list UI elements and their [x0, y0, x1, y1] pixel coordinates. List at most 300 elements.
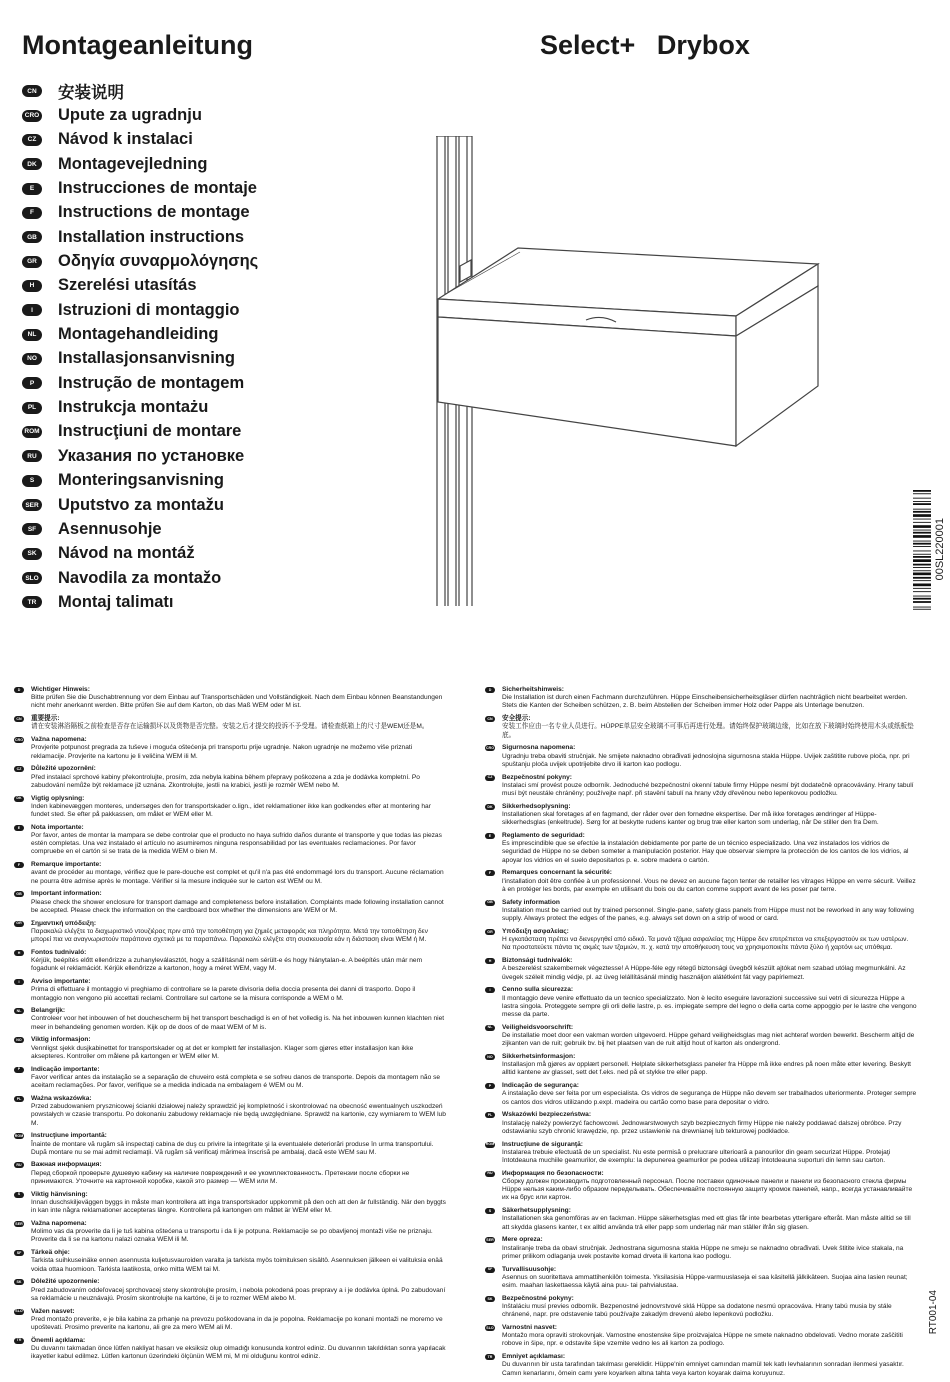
safety-note-heading: Sigurnosna napomena:	[502, 744, 576, 752]
country-code-badge: RU	[22, 450, 42, 462]
country-code-badge: F	[485, 870, 495, 876]
language-title: Montaj talimatı	[58, 592, 174, 611]
important-note-text	[31, 686, 446, 711]
language-row	[22, 322, 402, 346]
country-code-badge: RU	[14, 1162, 24, 1168]
important-note-block	[14, 1337, 446, 1362]
language-title: Montagehandleiding	[58, 325, 219, 344]
important-note-text	[31, 920, 446, 945]
country-code-badge: SF	[485, 1267, 495, 1273]
important-note-block	[14, 1220, 446, 1245]
safety-note-text	[502, 1324, 917, 1349]
safety-note-body: A instalação deve ser feita por um especialista. Os vidros de segurança de Hüppe não devem ser trabalhados ulteriormente. Proteger sempre os cantos dos vidros utilizando p.expl. madeira ou cartão como base para depositar o vidro.	[502, 1090, 917, 1106]
safety-note-block	[485, 1236, 917, 1261]
safety-note-body: Montažo mora opraviti strokovnjak. Varnostne enostenske šipe proizvajalca Hüppe ne smete naknadno obdelovati. Vedno morate zaščititi robove in šipe, npr. e odstavite šipe vzemite vedno les ali karton za podlogo.	[502, 1332, 903, 1348]
safety-note-text	[502, 899, 917, 924]
barcode-bar	[913, 596, 931, 597]
safety-note-text	[502, 1236, 917, 1261]
country-code-badge: H	[485, 958, 495, 964]
safety-note-heading: Информация по безопасности:	[502, 1169, 604, 1177]
country-code-badge: E	[485, 833, 495, 839]
country-code-badge: GB	[14, 891, 24, 897]
important-note-text	[31, 861, 446, 886]
safety-note-heading: Sikkerhedsoplysning:	[502, 802, 571, 810]
country-code-badge: SF	[14, 1250, 24, 1256]
important-note-text	[31, 1066, 446, 1091]
country-code-badge: SLO	[15, 1309, 23, 1314]
country-code-badge: CRO	[486, 746, 494, 751]
safety-note-block	[485, 1207, 917, 1232]
barcode-bar	[913, 541, 931, 542]
country-code-badge: NL	[14, 1008, 24, 1014]
barcode-bar	[913, 591, 931, 592]
language-title: 安装说明	[58, 84, 124, 103]
safety-note-body: Installation must be carried out by trained personnel. Single-pane, safety glass panels from Hüppe must not be reworked in any way following supply. Always protect the edges of the panes, e.g. always set down on a strip of wood or card.	[502, 906, 914, 923]
important-note-block	[14, 1066, 446, 1091]
important-note-heading: Important information:	[31, 890, 102, 898]
barcode-bar	[913, 498, 931, 499]
language-title-list	[22, 79, 402, 615]
important-note-block	[14, 1007, 446, 1032]
document-code: RT001-04	[928, 1290, 939, 1335]
country-code-badge: DK	[485, 804, 495, 810]
important-note-heading: Ważna wskazówka:	[31, 1094, 92, 1102]
important-note-text	[31, 824, 446, 857]
country-code-badge: PL	[22, 402, 42, 414]
barcode-bar	[913, 554, 931, 555]
important-note-text	[31, 949, 446, 974]
safety-note-heading: Remarques concernant la sécurité:	[502, 869, 612, 877]
safety-note-heading: Biztonsági tudnivalók:	[502, 957, 573, 965]
country-code-badge: CRO	[15, 737, 23, 742]
barcode-bar	[913, 551, 931, 552]
important-note-body: Please check the shower enclosure for transport damage and completeness before installation. Complaints made following installation cannot be accepted. Please check the information on the cardboard box whether the dimensions are WEM or M.	[31, 898, 444, 914]
country-code-badge: SK	[22, 548, 42, 560]
safety-note-heading: Wskazówki bezpieczeństwa:	[502, 1111, 592, 1119]
important-note-body: Παρακαλώ ελέγξτε το διαχωριστικό ντουζιέρας πριν από την τοποθέτηση για ζημιές μεταφοράς και πληρότητα. Μετά την τοποθέτηση δεν μπορεί πια να αναγνωριστούν παράπονα σχετικά με τα παραπάνω. Παρακαλώ ελέγξτε στη συσκευασία εάν η διάσταση είναι WEM ή M.	[31, 927, 428, 944]
barcode-bar	[913, 588, 931, 589]
country-code-badge: P	[22, 377, 42, 389]
barcode-bar	[913, 530, 931, 531]
safety-note-block	[485, 1266, 917, 1291]
important-note-block	[14, 736, 446, 761]
safety-note-text	[502, 803, 917, 828]
country-code-badge: TR	[22, 596, 42, 608]
safety-note-text	[502, 986, 917, 1019]
barcode-bar	[913, 546, 931, 547]
safety-note-text	[502, 774, 917, 799]
language-title: Uputstvo za montažu	[58, 495, 224, 514]
barcode-bar	[913, 501, 931, 502]
safety-note-body: Instalarea trebuie efectuată de un specialist. Nu este permisă o prelucrare ulterioară a panourilor din geam securizat Hüppe. Protejaţi întotdeauna muchiile geamurilor, de exemplu: la depunerea geamurilor pe podea utilizaţi întotdeauna suporturi din lemn sau carton.	[502, 1148, 891, 1164]
safety-note-block	[485, 957, 917, 982]
safety-note-body: Ugradnju treba obaviti stručnjak. Ne smijete naknadno obrađivati jednoslojna sigurnosna stakla Hüppe. Uvijek zaštitite rubove ploča, npr. pri spuštanju ploča uvijek upotrijebite drvo ili karton kao podlogu.	[502, 752, 910, 768]
country-code-badge: GR	[22, 256, 42, 268]
country-code-badge: D	[485, 687, 495, 693]
country-code-badge: SK	[14, 1279, 24, 1285]
safety-note-text	[502, 1207, 917, 1232]
important-note-heading: Viktig hänvisning:	[31, 1190, 88, 1198]
country-code-badge: D	[14, 687, 24, 693]
important-note-text	[31, 1337, 446, 1362]
safety-note-heading: Varnostni nasvet:	[502, 1323, 557, 1331]
barcode-bar	[913, 532, 931, 534]
country-code-badge: CN	[22, 85, 42, 97]
language-row	[22, 493, 402, 517]
safety-note-text	[502, 832, 917, 865]
safety-note-text	[502, 686, 917, 711]
country-code-badge: SER	[486, 1238, 494, 1243]
important-note-body: avant de procéder au montage, vérifiez que le pare-douche est complet et qu'il n'a pas été endommagé lors du transport. Aucune réclamation ne pourra être admise après le montage. Vérifier si la mesure indiquée sur le carton est WEM ou M.	[31, 869, 444, 885]
important-note-body: Prima di effettuare il montaggio vi preghiamo di controllare se la parete divisoria della doccia presenta dei danni di trasporto. Dopo il montaggio non vengono più accettati reclami. Controllare sul cartone se la misura corrisponde a WEM o M.	[31, 986, 416, 1002]
important-note-body: Controleer voor het inbouwen of het douchescherm bij het transport beschadigd is en of het volledig is. Na het inbouwen kunnen klachten niet meer in behandeling genomen worden. Kijk op de doos of de maat WEM of M is.	[31, 1015, 445, 1031]
important-note-body: Favor verificar antes da instalação se a separação de chuveiro está completa e se sofreu danos de transporte. Depois da montagem não se aceitam reclamações. Por favor, verifique se a medida indicada na embalagem é WEM ou M.	[31, 1073, 441, 1090]
safety-note-block	[485, 899, 917, 924]
important-note-heading: Nota importante:	[31, 823, 84, 831]
safety-note-block	[485, 1295, 917, 1320]
language-title: Instrucciones de montaje	[58, 179, 257, 198]
language-row	[22, 347, 402, 371]
country-code-badge: GB	[22, 231, 42, 243]
country-code-badge: P	[14, 1067, 24, 1073]
country-code-badge: NO	[14, 1037, 24, 1043]
safety-note-heading: Safety information	[502, 898, 560, 906]
important-note-text	[31, 1191, 446, 1216]
country-code-badge: F	[14, 862, 24, 868]
country-code-badge: S	[14, 1192, 24, 1198]
barcode-bar	[913, 493, 931, 494]
safety-note-heading: Veiligheidsvoorschrift:	[502, 1023, 574, 1031]
language-row	[22, 274, 402, 298]
safety-note-heading: Emniyet açıklaması:	[502, 1353, 566, 1361]
safety-note-heading: 安全提示:	[502, 715, 531, 723]
important-note-block	[14, 1308, 446, 1333]
safety-notes-column	[485, 686, 917, 1382]
important-note-text	[31, 1249, 446, 1274]
safety-note-block	[485, 1353, 917, 1378]
safety-note-block	[485, 1141, 917, 1166]
safety-note-block	[485, 928, 917, 953]
important-note-body: Před instalací sprchové kabiny překontrolujte, prosím, zda nebyla kabina během přepravy poškozena a zda je dodávka kompletní. Po zabudování nemůže být reklamace již uznána. Zkontrolujte, jestli na krabici, jestli je rozměr WEM nebo M.	[31, 773, 420, 789]
important-note-heading: Důležité upozornění:	[31, 765, 96, 773]
important-note-text	[31, 715, 446, 731]
important-note-block	[14, 1095, 446, 1128]
safety-note-block	[485, 832, 917, 865]
important-note-body: Przed zabudowaniem prysznicowej ścianki działowej należy sprawdzić jej kompletność i skontrolować na obecność ewentualnych uszkodzeń powstałych w czasie transportu. Po dokonaniu zabudowy reklamacje nie będą uwzględniane. Sprawdź na kartonie, czy wymiarem to WEM lub M.	[31, 1103, 446, 1127]
important-note-heading: Vigtig oplysning:	[31, 794, 85, 802]
safety-note-text	[502, 715, 917, 740]
language-row	[22, 469, 402, 493]
important-note-block	[14, 978, 446, 1003]
important-note-heading: Indicação importante:	[31, 1065, 100, 1073]
important-note-block	[14, 1249, 446, 1274]
important-note-heading: Viktig informasjon:	[31, 1036, 91, 1044]
safety-note-text	[502, 1111, 917, 1136]
safety-note-block	[485, 1111, 917, 1136]
important-note-block	[14, 795, 446, 820]
important-note-heading: Instrucţiune importantă:	[31, 1132, 107, 1140]
country-code-badge: NL	[22, 329, 42, 341]
country-code-badge: PL	[14, 1096, 24, 1102]
country-code-badge: S	[485, 1208, 495, 1214]
country-code-badge: SLO	[22, 572, 42, 584]
safety-note-block	[485, 1053, 917, 1078]
language-row	[22, 225, 402, 249]
safety-note-text	[502, 957, 917, 982]
important-note-text	[31, 1036, 446, 1061]
language-title: Οδηγία συναρμολόγησης	[58, 252, 259, 271]
barcode-bar	[913, 559, 931, 562]
important-note-text	[31, 1095, 446, 1128]
product-title: Select+ Drybox	[540, 30, 750, 60]
country-code-badge: CN	[485, 716, 495, 722]
important-note-body: Molimo vas da proverite da li je tuš kabina oštećena u transportu i da li je potpuna. Reklamacije se po obavljenoj montaži više ne priznaju. Proverite da li se na kartonu nalazi oznaka WEM ili M.	[31, 1228, 433, 1244]
language-title: Instructions de montage	[58, 203, 250, 222]
language-row	[22, 566, 402, 590]
safety-note-body: Installationen skal foretages af en fagmand, der råder over den fornødne ekspertise. Der må ikke foretages ændringer af Hüppe-sikkerhedsglas (enkeltrude). Sørg for at beskytte rudens kanter og brug træ eller karton som underlag, når De stiller den fra Dem.	[502, 811, 879, 827]
safety-note-body: Inštaláciu musí previes odborník. Bezpenostné jednovrstvové sklá Hüppe sa dodatone nesmú opracováva. Hrany tabú musia by stále chránené, napr. pre odstavenie tabú používajte zakadým drevenú alebo lepenkovú podložku.	[502, 1303, 892, 1319]
country-code-badge: GB	[485, 900, 495, 906]
safety-note-text	[502, 1024, 917, 1049]
important-note-block	[14, 1036, 446, 1061]
important-note-text	[31, 1132, 446, 1157]
country-code-badge: SF	[22, 523, 42, 535]
barcode-bar	[913, 567, 931, 568]
country-code-badge: E	[22, 183, 42, 195]
barcode-bar	[913, 573, 931, 576]
language-title: Szerelési utasítás	[58, 276, 197, 295]
language-title: Instrução de montagem	[58, 373, 245, 392]
barcode-bar	[913, 580, 931, 581]
safety-note-body: Η εγκατάσταση πρέπει να διενεργηθεί από ειδικό. Τα μονά τζάμια ασφαλείας της Hüppe δεν επιτρέπεται να επεξεργαστούν εκ των υστέρων. Να προστατεύετε πάντα τις ακμές των τζαμιών, π. χ. κατά την αποθήκευση τους να χρησιμοποιείτε πάντα ξύλο ή χαρτόνι ως υπόθεμα.	[502, 936, 909, 952]
barcode-bar	[913, 584, 931, 587]
barcode-bar	[913, 509, 931, 510]
country-code-badge: ROM	[485, 1142, 495, 1147]
country-code-badge: P	[485, 1083, 495, 1089]
barcode-bar	[913, 525, 931, 528]
important-note-block	[14, 765, 446, 790]
safety-note-heading: Turvallisuusohje:	[502, 1265, 557, 1273]
important-note-heading: Wichtiger Hinweis:	[31, 686, 90, 693]
country-code-badge: NO	[485, 1054, 495, 1060]
safety-note-text	[502, 1053, 917, 1078]
safety-note-heading: Sicherheitshinweis:	[502, 686, 564, 693]
country-code-badge: CZ	[485, 775, 495, 781]
barcode-bar	[913, 522, 931, 523]
language-row	[22, 201, 402, 225]
safety-note-text	[502, 869, 917, 894]
important-note-body: Du duvarını takmadan önce lütfen nakliyat hasarı ve eksiksiz olup olmadığı konusunda kontrol ediniz. Du duvarının takıldıktan sonra yapılacak ikayetler kabul edilmez. Lütfen kartonun üzerindeki ölçünün WEM mi, M mi olduğunu kontrol ediniz.	[31, 1344, 446, 1361]
important-note-heading: Важная информация:	[31, 1161, 102, 1169]
important-note-block	[14, 949, 446, 974]
important-note-text	[31, 736, 446, 761]
important-note-heading: Tärkeä ohje:	[31, 1249, 70, 1257]
important-note-block	[14, 824, 446, 857]
important-note-body: Inden kabinevæggen monteres, undersøges den for transportskader o.lign., idet reklamationer ikke kan godkendes efter at montering har fundet sted. Se efter på pakkassen, om målet er WEM eller M.	[31, 802, 431, 819]
country-code-badge: SLO	[486, 1325, 494, 1330]
language-title: Istruzioni di montaggio	[58, 300, 240, 319]
language-row	[22, 79, 402, 103]
safety-note-text	[502, 1170, 917, 1203]
important-note-body: Vennligst sjekk dusjkabinettet for transportskader og at det er komplett før installasjon. Klager som gjøres etter installasjon kan ikke aksepteres. Kontroller om målene på kartongen er WEM eller M.	[31, 1044, 414, 1060]
important-note-heading: Avviso importante:	[31, 978, 91, 986]
safety-note-heading: Bezpečnostní pokyny:	[502, 773, 572, 781]
safety-note-body: Сборку должен производить подготовленный персонал. После поставки одиночные панели и панели из безопасного стекла фирмы Hüppe нельзя каким-либо образом переделывать. Обеспечивайте постоянную защиту кромок панелей, напр., всегда устанавливайте их на брус или картон.	[502, 1177, 913, 1202]
safety-note-body: Du duvarının bir usta tarafından takılması gereklidir. Hüppe'nin emniyet camından mamül tek katlı levhalarının sonradan ilenmesi yasaktır. Camın kenarlarını, örnein camı yere koyarken altına tahta veya karton koyarak daima koruyunuz.	[502, 1361, 904, 1377]
safety-note-text	[502, 1266, 917, 1291]
language-title: Instrukcja montażu	[58, 398, 209, 417]
safety-note-text	[502, 1353, 917, 1378]
safety-note-body: Es imprescindible que se efectúe la instalación debidamente por parte de un técnico especializado. Una vez instalados los vidrios de seguridad de Hüppe no se deben someter a manipulación posterior. Hay que observar siempre la protección de los cantos de los vidrios, al apoyar los vidrios en el suelo depositarlos p. e. sobre madera o cartón.	[502, 840, 909, 864]
important-note-heading: Dôležité upozornenie:	[31, 1278, 100, 1286]
safety-note-body: l'installation doit être confiée à un professionnel. Vous ne devez en aucune façon tenter de retailler les vitrages Hüppe en verre sécurit. Veillez à en protéger les bords, par exemple en utilisant du bois ou du carton comme support avant de les poser par terre.	[502, 877, 916, 893]
country-code-badge: I	[22, 304, 42, 316]
barcode-bar	[913, 511, 931, 513]
country-code-badge: ROM	[22, 426, 42, 438]
safety-note-block	[485, 715, 917, 740]
country-code-badge: TR	[485, 1354, 495, 1360]
language-row	[22, 176, 402, 200]
barcode-bar	[913, 564, 931, 566]
country-code-badge: RU	[485, 1171, 495, 1177]
barcode-bar	[913, 556, 931, 558]
language-row	[22, 517, 402, 541]
safety-note-body: De installatie moet door een vakman worden uitgevoerd. Hüppe gehard veiligheidsglas mag niet achteraf worden bewerkt. Bescherm altijd de zijkanten van de ruit; gebruik bv. bij het plaatsen van de ruit altijd hout of karton als ondergrond.	[502, 1031, 915, 1048]
important-note-block	[14, 920, 446, 945]
safety-note-body: Installationen ska genomföras av en fackman. Hüppe säkerhetsglas med ett glas får inte bearbetas ytterligare efteråt. Man måste alltid se till att skydda glasens kanter, t ex alltid använda trä eller papp som underlag när man ställer ifrån sig glasen.	[502, 1215, 911, 1231]
language-title: Указания по установке	[58, 446, 245, 465]
drybox-illustration	[436, 136, 836, 606]
safety-note-text	[502, 928, 917, 953]
country-code-badge: NO	[22, 353, 42, 365]
barcode-bar	[913, 503, 931, 505]
barcode-bar	[913, 601, 931, 603]
language-title: Installasjonsanvisning	[58, 349, 235, 368]
language-row	[22, 420, 402, 444]
important-note-block	[14, 1191, 446, 1216]
language-row	[22, 152, 402, 176]
country-code-badge: GR	[485, 929, 495, 935]
language-row	[22, 128, 402, 152]
safety-note-body: Instalaci smí provést pouze odborník. Jednoduché bezpečnostní okenní tabule firmy Hüppe nesmí být dodatečně opracovávány. Hrany tabulí musí být neustále chráněny; používejte např. při stavění tabulí na hrany vždy dřevěnou nebo lepenkovou podložku.	[502, 781, 914, 798]
important-note-block	[14, 1278, 446, 1303]
safety-note-text	[502, 1082, 917, 1107]
country-code-badge: DK	[22, 158, 42, 170]
language-title: Installation instructions	[58, 227, 245, 246]
important-note-body: Innan duschskiljeväggen byggs in måste man kontrollera att inga transportskador uppkommit på den och att den är fullständig. När den byggts in kan inte några reklamationer accepteras längre. Kontrollera på kartongen om måttet är WEM eller M.	[31, 1198, 446, 1215]
important-note-heading: Remarque importante:	[31, 861, 102, 869]
language-title: Návod k instalaci	[58, 130, 193, 149]
safety-note-heading: Υπόδειξη ασφαλείας:	[502, 927, 569, 935]
barcode-bar	[913, 543, 931, 545]
important-note-text	[31, 1308, 446, 1333]
safety-note-heading: Mere opreza:	[502, 1236, 543, 1244]
country-code-badge: ROM	[14, 1134, 24, 1139]
safety-note-heading: Bezpečnostné pokyny:	[502, 1294, 574, 1302]
important-note-body: Перед сборкой проверьте душевую кабину на наличие повреждений и ее укомплектованность. Претензии после сборки не принимаются. Уточните на картонной коробке, какой это размер — WEM или M.	[31, 1169, 410, 1185]
important-note-body: Pred zabudovaním oddeľovacej sprchovacej steny skontrolujte prosím, i neboła pokodená poas prepravy a i je dodávka úplná. Po zabudovaní sa reklamácie u neuznávajú. Prosím skontrolujte na kartóne, či je to rozmer WEM alebo M.	[31, 1286, 446, 1302]
country-code-badge: I	[14, 979, 24, 985]
language-title: Asennusohje	[58, 519, 162, 538]
important-note-body: Înainte de montare vă rugăm să inspectaţi cabina de duş cu privire la integritate şi la eventualele deteriorări produse în urma transportului. După montare nu se mai admit reclamaţii. Vă rugăm să verificaţi mărimea înscrisă pe ambalaj, dacă este WEM sau M.	[31, 1140, 434, 1156]
important-note-body: Por favor, antes de montar la mampara se debe controlar que el producto no haya sufrido daños durante el transporte y que todas las piezas estén completas. Una vez instalado el artículo no asumiremos ninguna responsabilidad por las eventuales reclamaciones. Por favor compruebe en el cartón si se trata de la medida WEM o bien M.	[31, 832, 442, 856]
country-code-badge: SER	[15, 1221, 23, 1226]
country-code-badge: GR	[14, 921, 24, 927]
safety-note-body: Instaliranje treba da obavi stručnjak. Jednostrana sigurnosna stakla Hüppe ne smeju se naknadno obrađivati. Uvek štitite ivice stakala, na primer prilikom odlaganja uvek postavite komad drveta ili kartona kao podlogu.	[502, 1244, 904, 1260]
country-code-badge: CZ	[22, 134, 42, 146]
language-row	[22, 371, 402, 395]
safety-note-body: Asennus on suoritettava ammattihenkilön toimesta. Yksilasisia Hüppe-varmuuslaseja ei saa käsitellä jälkikäteen. Suojaa aina lasien reunat; esim. maahan laskettaessa käytä aina puu- tai pahvialustaa.	[502, 1273, 908, 1290]
important-note-block	[14, 686, 446, 711]
safety-note-body: 安装工作应由一名专业人员进行。HÜPPE单层安全玻璃不可事后再进行处理。请始终保护玻璃边缘，比如在放下玻璃时始终使用木头或纸板垫底。	[502, 723, 914, 739]
safety-note-text	[502, 1141, 917, 1166]
language-title: Monteringsanvisning	[58, 471, 224, 490]
country-code-badge: PL	[485, 1112, 495, 1118]
country-code-badge: F	[22, 207, 42, 219]
barcode-bar	[913, 519, 931, 520]
safety-note-heading: Reglamento de seguridad:	[502, 832, 585, 840]
important-note-block	[14, 1132, 446, 1157]
safety-note-block	[485, 744, 917, 769]
language-row	[22, 103, 402, 127]
safety-note-block	[485, 869, 917, 894]
language-title: Navodila za montažo	[58, 568, 222, 587]
important-note-heading: 重要提示:	[31, 715, 60, 723]
safety-note-block	[485, 1082, 917, 1107]
important-note-block	[14, 1161, 446, 1186]
important-note-body: Kérjük, beépítés előtt ellenőrizze a zuhanyleválasztót, hogy a szállításnál nem sérült-e és hogy hiánytalan-e. A beépítés után már nem fogadunk el reklamációt. Kérjük ellenőrizze a kartonon, hogy a méret WEM, vagy M.	[31, 957, 423, 973]
barcode-bar	[913, 570, 931, 571]
safety-note-body: Il montaggio deve venire effettuato da un tecnico specializzato. Non è lecito eseguire lavorazioni successive sui vetri di sicurezza Hüppe a lastra singola. Proteggete sempre gli orli delle lastre, p. es. impiegate sempre del legno o della carta come appoggio per le lastre che vengono messe da parte.	[502, 994, 917, 1018]
safety-note-text	[502, 744, 917, 769]
country-code-badge: CN	[14, 716, 24, 722]
language-title: Upute za ugradnju	[58, 106, 202, 125]
important-note-text	[31, 1161, 446, 1186]
important-note-text	[31, 1278, 446, 1303]
country-code-badge: E	[14, 825, 24, 831]
country-code-badge: TR	[14, 1338, 24, 1344]
important-note-text	[31, 795, 446, 820]
barcode-bar	[913, 577, 931, 579]
important-note-heading: Važna napomena:	[31, 736, 87, 744]
language-title: Instrucţiuni de montare	[58, 422, 242, 441]
country-code-badge: CZ	[14, 766, 24, 772]
safety-note-block	[485, 1170, 917, 1203]
important-note-block	[14, 715, 446, 731]
safety-note-body: Installasjon må gjøres av opplært personell. Helplate sikkerhetsglass paneler fra Hüppe må ikke endres på noen måte etter levering. Beskytt alltid kantene av glasset, sett det f.eks. ned på et stykke tre eller papp.	[502, 1061, 912, 1077]
important-note-heading: Fontos tudnivaló:	[31, 948, 87, 956]
country-code-badge: NL	[485, 1025, 495, 1031]
country-code-badge: H	[14, 950, 24, 956]
important-note-heading: Važna napomena:	[31, 1219, 87, 1227]
safety-note-block	[485, 1024, 917, 1049]
barcode-bar	[913, 598, 931, 600]
important-note-body: Bitte prüfen Sie die Duschabtrennung vor dem Einbau auf Transportschäden und Vollständigkeit. Nach dem Einbau können Beanstandungen nicht mehr anerkannt werden. Bitte prüfen Sie auf dem Karton, ob das Maß WEM oder M ist.	[31, 694, 443, 710]
safety-note-block	[485, 986, 917, 1019]
country-code-badge: SER	[22, 499, 42, 511]
important-note-text	[31, 1220, 446, 1245]
barcode-bar	[913, 609, 931, 610]
important-note-text	[31, 1007, 446, 1032]
language-row	[22, 542, 402, 566]
important-note-text	[31, 890, 446, 915]
language-row	[22, 444, 402, 468]
important-note-heading: Önemli açıklama:	[31, 1336, 86, 1344]
safety-note-block	[485, 803, 917, 828]
country-code-badge: SK	[485, 1296, 495, 1302]
safety-note-body: Die Installation ist durch einen Fachmann durchzuführen. Hüppe Einscheibensicherheitsgläser dürfen nachträglich nicht bearbeitet werden. Stets die Kanten der Scheiben schützen, z. B. beim Abstellen der Scheiben immer Holz oder Pappe als Unterlage benutzen.	[502, 694, 908, 710]
country-code-badge: S	[22, 475, 42, 487]
